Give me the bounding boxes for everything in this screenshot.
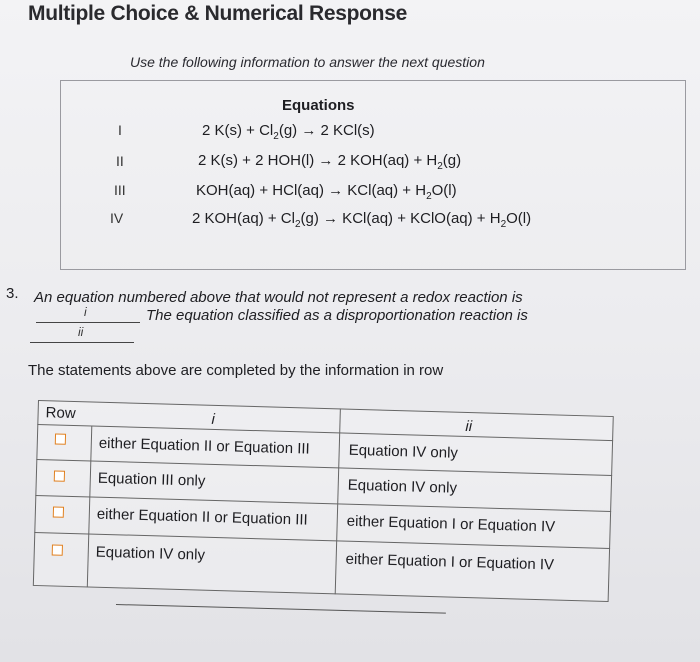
column-header-row: Row <box>45 404 76 423</box>
equation-number: III <box>114 182 126 198</box>
equation-number: IV <box>110 210 124 226</box>
row-3-col-ii: either Equation I or Equation IV <box>346 512 556 536</box>
row-1-col-ii: Equation IV only <box>348 441 459 462</box>
equation-3: $KOH(aq) + HCl(aq) \to KCl(aq) + H_2O(l)$ <box>196 182 457 202</box>
row-1-col-i: either Equation II or Equation III <box>98 434 310 458</box>
equations-header: Equations <box>282 97 355 114</box>
blank-i-line <box>36 322 140 323</box>
row-2-col-i: Equation III only <box>97 469 206 490</box>
intro-text: Use the following information to answer the next question <box>130 54 485 70</box>
equation-2: 2 K(s) + 2 HOH(l) → 2 $KOH(aq) + H_2(g)$ <box>198 152 462 172</box>
blank-ii-line <box>30 342 134 343</box>
equation-4: 2 $KOH(aq) + Cl_2(g) \to KCl(aq)$ + KClO(aq) + $H_2O(l)$ <box>192 210 532 230</box>
question-line-1: An equation numbered above that would not represent a redox reaction is <box>34 289 523 306</box>
row-2-checkbox[interactable] <box>54 470 65 481</box>
equation-1: 2 $K(s) + Cl_2(g) \to 2$ KCl(s) <box>202 122 375 142</box>
column-header-i: i <box>211 410 216 428</box>
page-title: Multiple Choice & Numerical Response <box>28 2 407 25</box>
row-4-col-ii: either Equation I or Equation IV <box>345 550 555 574</box>
column-header-ii: ii <box>465 417 473 436</box>
row-1-checkbox[interactable] <box>55 433 66 444</box>
row-2-col-ii: Equation IV only <box>347 476 458 497</box>
blank-i-label: i <box>84 305 87 319</box>
equations-box <box>60 80 686 270</box>
equation-number: II <box>116 153 124 169</box>
answer-table <box>33 400 614 602</box>
row-4-col-i: Equation IV only <box>95 543 206 564</box>
equation-number: I <box>118 122 122 138</box>
answer-line <box>116 604 446 614</box>
statement-text: The statements above are completed by the information in row <box>28 362 444 379</box>
question-number: 3. <box>6 285 19 302</box>
blank-ii-label: ii <box>78 325 84 339</box>
row-3-col-i: either Equation II or Equation III <box>96 505 308 529</box>
question-line-2: The equation classified as a disproportionation reaction is <box>146 307 528 324</box>
row-4-checkbox[interactable] <box>52 544 63 555</box>
row-3-checkbox[interactable] <box>53 506 64 517</box>
